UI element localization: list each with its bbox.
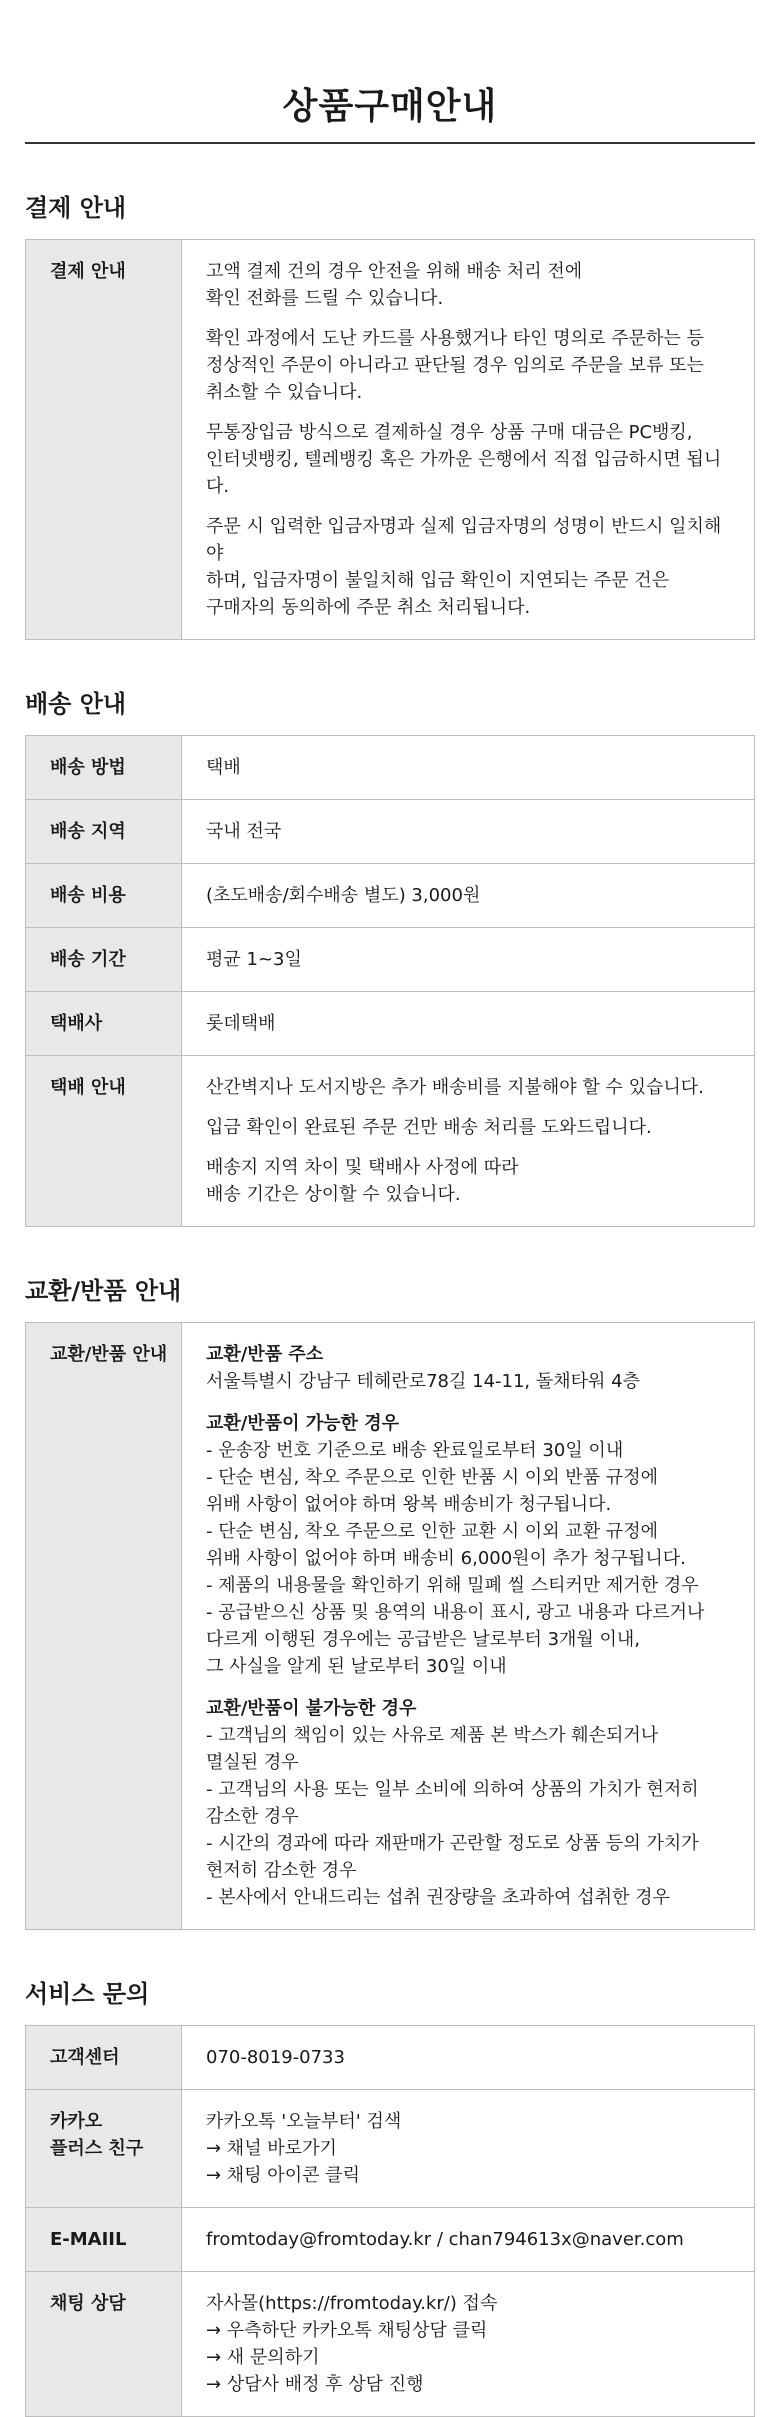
- list-item: [206, 1776, 734, 1830]
- courier-label: 택배사: [26, 992, 182, 1056]
- list-item-line: - 공급받으신 상품 및 용역의 내용이 표시, 광고 내용과 다르거나: [206, 1602, 705, 1623]
- list-item-line: - 본사에서 안내드리는 섭취 권장량을 초과하여 섭취한 경우: [206, 1887, 670, 1908]
- list-item-line: - 시간의 경과에 따라 재판매가 곤란할 정도로 상품 등의 가치가: [206, 1833, 699, 1854]
- chat-content: [182, 2272, 755, 2417]
- exchange-address-title: 교환/반품 주소: [206, 1344, 324, 1365]
- shipping-period-value: 평균 1~3일: [182, 928, 755, 992]
- table-row: [26, 1323, 755, 1930]
- shipping-region-value: 국내 전국: [182, 800, 755, 864]
- kakao-label: 카카오 플러스 친구: [26, 2090, 182, 2208]
- list-item-line: - 고객님의 사용 또는 일부 소비에 의하여 상품의 가치가 현저히: [206, 1779, 699, 1800]
- courier-notice-label: 택배 안내: [26, 1056, 182, 1227]
- list-item: [206, 1722, 734, 1776]
- list-item-line: 다르게 이행된 경우에는 공급받은 날로부터 3개월 이내,: [206, 1629, 641, 1650]
- shipping-cost-label: 배송 비용: [26, 864, 182, 928]
- payment-paragraph: 주문 시 입력한 입금자명과 실제 입금자명의 성명이 반드시 일치해야 하며, 입금자명이 불일치해 입금 확인이 지연되는 주문 건은 구매자의 동의하에 주문 취소 처리됩니다.: [206, 516, 722, 618]
- chat-label: 채팅 상담: [26, 2272, 182, 2417]
- chat-line: 자사몰(https://fromtoday.kr/) 접속: [206, 2293, 498, 2314]
- table-row: [26, 2272, 755, 2417]
- courier-notice-paragraph: 배송지 지역 차이 및 택배사 사정에 따라 배송 기간은 상이할 수 있습니다.: [206, 1157, 519, 1205]
- table-row: [26, 2026, 755, 2090]
- payment-paragraph: 고액 결제 건의 경우 안전을 위해 배송 처리 전에 확인 전화를 드릴 수 있습니다.: [206, 261, 583, 309]
- shipping-method-value: 택배: [182, 736, 755, 800]
- list-item: [206, 1830, 734, 1884]
- list-item: [206, 1437, 734, 1464]
- list-item: [206, 1464, 734, 1518]
- list-item-line: - 제품의 내용물을 확인하기 위해 밀폐 씰 스티커만 제거한 경우: [206, 1575, 699, 1596]
- table-row: [26, 992, 755, 1056]
- shipping-method-label: 배송 방법: [26, 736, 182, 800]
- service-section-heading: 서비스 문의: [25, 1980, 150, 2008]
- list-item-line: 위배 사항이 없어야 하며 배송비 6,000원이 추가 청구됩니다.: [206, 1548, 686, 1569]
- list-item: [206, 1884, 734, 1911]
- list-item-line: - 단순 변심, 착오 주문으로 인한 반품 시 이외 반품 규정에: [206, 1467, 658, 1488]
- service-table: [25, 2025, 755, 2417]
- list-item-line: - 고객님의 책임이 있는 사유로 제품 본 박스가 훼손되거나: [206, 1725, 659, 1746]
- payment-paragraph: 무통장입금 방식으로 결제하실 경우 상품 구매 대금은 PC뱅킹, 인터넷뱅킹, 텔레뱅킹 혹은 가까운 은행에서 직접 입금하시면 됩니다.: [206, 422, 722, 497]
- exchange-impossible-title: 교환/반품이 불가능한 경우: [206, 1698, 417, 1719]
- shipping-period-label: 배송 기간: [26, 928, 182, 992]
- payment-label: 결제 안내: [26, 240, 182, 640]
- chat-line: → 상담사 배정 후 상담 진행: [206, 2374, 424, 2395]
- shipping-section-heading: 배송 안내: [25, 690, 127, 718]
- exchange-table: [25, 1322, 755, 1930]
- email-value: fromtoday@fromtoday.kr / chan794613x@naver.com: [182, 2208, 755, 2272]
- list-item-line: - 단순 변심, 착오 주문으로 인한 교환 시 이외 교환 규정에: [206, 1521, 658, 1542]
- email-label: E-MAIIL: [26, 2208, 182, 2272]
- table-row: [26, 800, 755, 864]
- shipping-cost-value: (초도배송/회수배송 별도) 3,000원: [182, 864, 755, 928]
- shipping-table: [25, 735, 755, 1227]
- exchange-impossible-block: [206, 1695, 734, 1911]
- kakao-content: [182, 2090, 755, 2208]
- payment-section-heading: 결제 안내: [25, 194, 127, 222]
- exchange-section-heading: 교환/반품 안내: [25, 1277, 182, 1305]
- chat-line: → 우측하단 카카오톡 채팅상담 클릭: [206, 2320, 488, 2341]
- courier-notice-paragraph: 입금 확인이 완료된 주문 건만 배송 처리를 도와드립니다.: [206, 1117, 652, 1138]
- courier-value: 롯데택배: [182, 992, 755, 1056]
- kakao-line: 카카오톡 '오늘부터' 검색: [206, 2111, 402, 2132]
- customer-center-label: 고객센터: [26, 2026, 182, 2090]
- table-row: [26, 2090, 755, 2208]
- courier-notice-paragraph: 산간벽지나 도서지방은 추가 배송비를 지불해야 할 수 있습니다.: [206, 1077, 704, 1098]
- table-row: [26, 240, 755, 640]
- exchange-possible-list: [206, 1437, 734, 1680]
- list-item: [206, 1572, 734, 1599]
- exchange-possible-block: [206, 1410, 734, 1680]
- table-row: [26, 864, 755, 928]
- exchange-possible-title: 교환/반품이 가능한 경우: [206, 1413, 399, 1434]
- list-item-line: 감소한 경우: [206, 1806, 299, 1827]
- chat-line: → 새 문의하기: [206, 2347, 320, 2368]
- kakao-line: → 채널 바로가기: [206, 2138, 337, 2159]
- table-row: [26, 2208, 755, 2272]
- table-row: [26, 736, 755, 800]
- list-item-line: 현저히 감소한 경우: [206, 1860, 357, 1881]
- list-item-line: 그 사실을 알게 된 날로부터 30일 이내: [206, 1656, 507, 1677]
- list-item-line: 멸실된 경우: [206, 1752, 299, 1773]
- payment-paragraph: 확인 과정에서 도난 카드를 사용했거나 타인 명의로 주문하는 등 정상적인 주문이 아니라고 판단될 경우 임의로 주문을 보류 또는 취소할 수 있습니다.: [206, 328, 704, 403]
- kakao-line: → 채팅 아이콘 클릭: [206, 2165, 360, 2186]
- shipping-region-label: 배송 지역: [26, 800, 182, 864]
- exchange-label: 교환/반품 안내: [26, 1323, 182, 1930]
- payment-table: [25, 239, 755, 640]
- list-item: [206, 1599, 734, 1680]
- exchange-impossible-list: [206, 1722, 734, 1911]
- list-item-line: - 운송장 번호 기준으로 배송 완료일로부터 30일 이내: [206, 1440, 624, 1461]
- exchange-content: [182, 1323, 755, 1930]
- customer-center-phone: 070-8019-0733: [182, 2026, 755, 2090]
- table-row: [26, 928, 755, 992]
- list-item-line: 위배 사항이 없어야 하며 왕복 배송비가 청구됩니다.: [206, 1494, 612, 1515]
- page-title: 상품구매안내: [25, 0, 755, 144]
- exchange-address: 서울특별시 강남구 테헤란로78길 14-11, 돌채타워 4층: [206, 1371, 640, 1392]
- payment-content: [182, 240, 755, 640]
- exchange-address-block: [206, 1341, 734, 1395]
- table-row: [26, 1056, 755, 1227]
- courier-notice-content: [182, 1056, 755, 1227]
- list-item: [206, 1518, 734, 1572]
